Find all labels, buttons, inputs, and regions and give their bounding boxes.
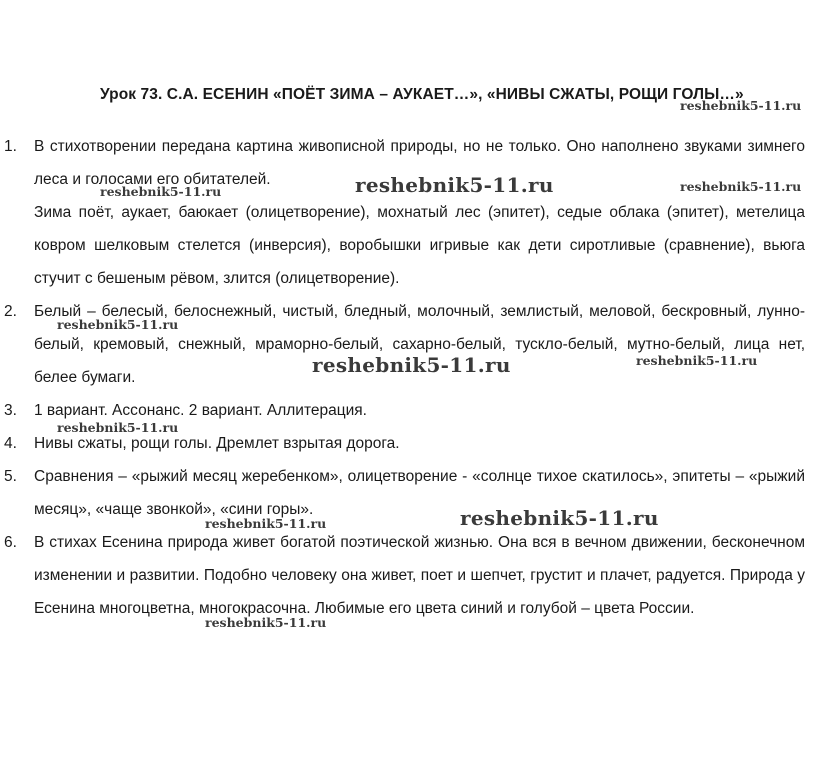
watermark: reshebnik5-11.ru	[680, 179, 802, 194]
answer-text	[34, 460, 805, 526]
answer-text	[34, 394, 805, 427]
answer-paragraph: В стихах Есенина природа живет богатой поэтической жизнью. Она вся в вечном движении, бесконечном изменении и развитии. Подобно человеку она живет, поет и шепчет, грустит и плачет, радуется. Природа у Есенина многоцветна, многокрасочна. Любимые его цвета синий и голубой – цвета России.	[34, 534, 805, 617]
answer-number: 4.	[4, 435, 17, 452]
answer-paragraph: Нивы сжаты, рощи голы. Дремлет взрытая дорога.	[34, 435, 400, 452]
watermark: reshebnik5-11.ru	[57, 420, 179, 435]
watermark: reshebnik5-11.ru	[205, 615, 327, 630]
answer-number: 3.	[4, 402, 17, 419]
watermark: reshebnik5-11.ru	[355, 173, 554, 197]
watermark: reshebnik5-11.ru	[460, 506, 659, 530]
answer-number: 5.	[4, 468, 17, 485]
answer-number: 1.	[4, 138, 17, 155]
answer-text	[34, 130, 805, 295]
watermark: reshebnik5-11.ru	[312, 353, 511, 377]
watermark: reshebnik5-11.ru	[680, 98, 802, 113]
watermark: reshebnik5-11.ru	[205, 516, 327, 531]
answer-number: 2.	[4, 303, 17, 320]
answer-paragraph: Белый – белесый, белоснежный, чистый, бледный, молочный, землистый, меловой, бескровный, лунно-белый, кремовый, снежный, мраморно-белый, сахарно-белый, тускло-белый, мутно-белый, лица нет, белее бумаги.	[34, 303, 805, 386]
watermark: reshebnik5-11.ru	[100, 184, 222, 199]
watermark: reshebnik5-11.ru	[57, 317, 179, 332]
lesson-title: Урок 73. С.А. ЕСЕНИН «ПОЁТ ЗИМА – АУКАЕТ…», «НИВЫ СЖАТЫ, РОЩИ ГОЛЫ…»	[100, 86, 744, 103]
answer-paragraph: В стихотворении передана картина живописной природы, но не только. Оно наполнено звуками зимнего леса и голосами его обитателей.	[34, 138, 805, 188]
answer-paragraph: 1 вариант. Ассонанс. 2 вариант. Аллитерация.	[34, 402, 367, 419]
answer-text	[34, 526, 805, 625]
answer-text	[34, 427, 805, 460]
answer-text	[34, 295, 805, 394]
answer-paragraph: Зима поёт, аукает, баюкает (олицетворение), мохнатый лес (эпитет), седые облака (эпитет), метелица ковром шелковым стелется (инверсия), воробышки игривые как дети сиротливые (сравнение), вьюга стучит с бешеным рёвом, злится (олицетворение).	[34, 204, 805, 287]
answer-paragraph: Сравнения – «рыжий месяц жеребенком», олицетворение - «солнце тихое скатилось», эпитеты – «рыжий месяц», «чаще звонкой», «сини горы».	[34, 468, 805, 518]
watermark: reshebnik5-11.ru	[636, 353, 758, 368]
answer-number: 6.	[4, 534, 17, 551]
